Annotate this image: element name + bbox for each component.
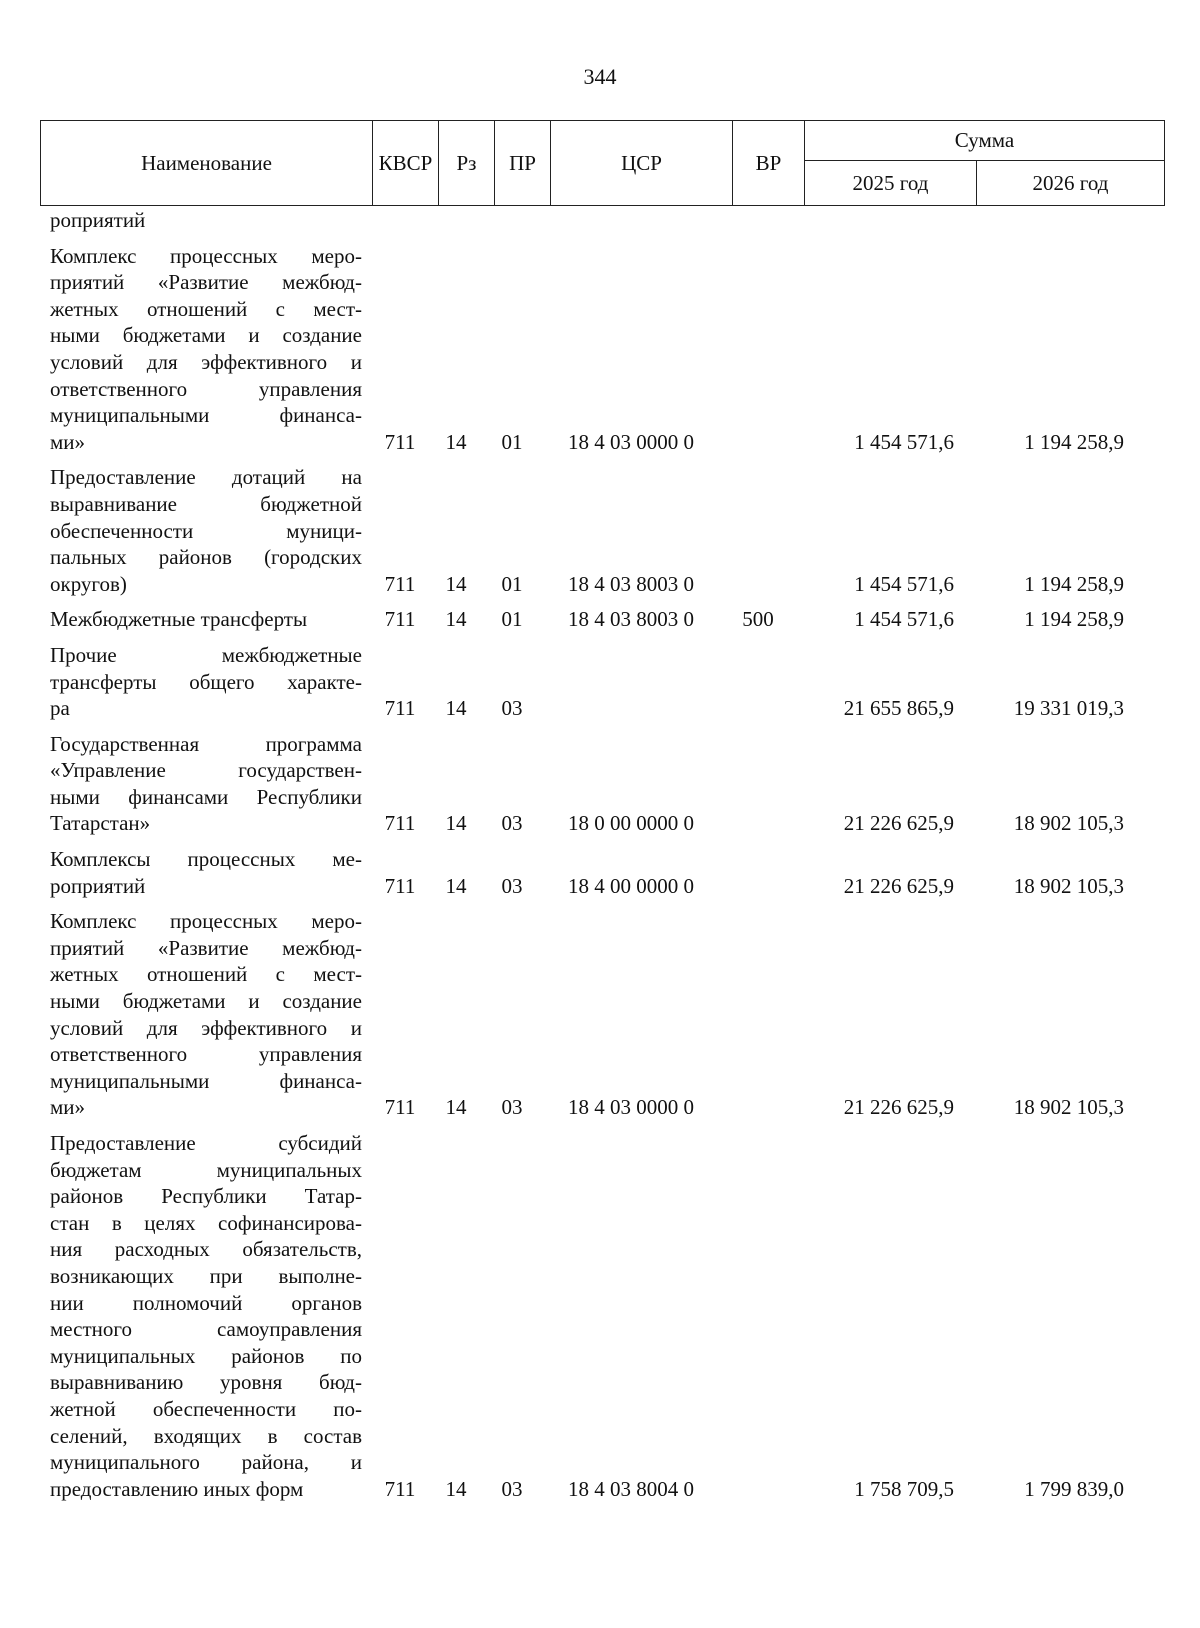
row-kvsr: 711 (384, 607, 416, 632)
row-sum-2026: 18 902 105,3 (1013, 1095, 1124, 1120)
row-sum-2025: 21 655 865,9 (843, 696, 954, 721)
row-csr: 18 0 00 0000 0 (568, 811, 694, 836)
row-name (40, 243, 362, 456)
header-year-2025: 2025 год (805, 161, 977, 206)
row-sum-2025: 21 226 625,9 (843, 1095, 954, 1120)
row-kvsr: 711 (384, 811, 416, 836)
row-name-line: жетных отношений с мест- (50, 296, 362, 321)
row-sum-2026: 18 902 105,3 (1013, 873, 1124, 898)
row-name-line: ответственного управления (50, 376, 362, 401)
row-kvsr: 711 (384, 429, 416, 454)
row-name-line: ра (50, 696, 70, 721)
row-csr: 18 4 03 8003 0 (568, 571, 694, 596)
row-name-line: пальных районов (городских (50, 545, 362, 570)
row-name-line: выравнивание бюджетной (50, 491, 362, 516)
row-csr: 18 4 00 0000 0 (568, 873, 694, 898)
table-header (40, 120, 1165, 206)
row-name (40, 207, 362, 234)
row-sum-2025: 1 454 571,6 (854, 607, 954, 632)
row-name-line: Предоставление дотаций на (50, 465, 362, 490)
row-name-line: предоставлению иных форм (50, 1476, 304, 1501)
row-rz: 14 (445, 1476, 467, 1501)
row-pr: 03 (501, 873, 523, 898)
table-row (40, 908, 1164, 1121)
row-rz: 14 (445, 571, 467, 596)
row-name-line: нии полномочий органов (50, 1290, 362, 1315)
row-name-line: местного самоуправления (50, 1317, 362, 1342)
header-name: Наименование (41, 121, 373, 206)
row-rz: 14 (445, 811, 467, 836)
row-pr: 01 (501, 571, 523, 596)
row-name-line: муниципальных районов по (50, 1343, 362, 1368)
row-name (40, 908, 362, 1121)
row-name (40, 606, 362, 633)
row-name-line: возникающих при выполне- (50, 1263, 362, 1288)
table-row (40, 731, 1164, 837)
row-name-line: районов Республики Татар- (50, 1184, 362, 1209)
row-name-line: трансферты общего характе- (50, 669, 362, 694)
row-rz: 14 (445, 873, 467, 898)
row-name (40, 731, 362, 837)
row-sum-2025: 1 454 571,6 (854, 429, 954, 454)
row-sum-2026: 1 799 839,0 (1024, 1476, 1124, 1501)
row-name-line: ными финансами Республики (50, 784, 362, 809)
header-pr: ПР (495, 121, 551, 206)
row-name-line: «Управление государствен- (50, 758, 362, 783)
row-name-line: жетных отношений с мест- (50, 962, 362, 987)
row-name-line: бюджетам муниципальных (50, 1157, 362, 1182)
row-name-line: муниципальными финанса- (50, 1068, 362, 1093)
row-sum-2025: 21 226 625,9 (843, 811, 954, 836)
row-sum-2025: 21 226 625,9 (843, 873, 954, 898)
row-name-line: Комплекс процессных меро- (50, 909, 362, 934)
row-name-line: приятий «Развитие межбюд- (50, 270, 362, 295)
row-kvsr: 711 (384, 873, 416, 898)
row-sum-2025: 1 454 571,6 (854, 571, 954, 596)
row-name-line: условий для эффективного и (50, 1015, 362, 1040)
row-name-line: муниципального района, и (50, 1450, 362, 1475)
row-sum-2026: 1 194 258,9 (1024, 429, 1124, 454)
row-name (40, 1130, 362, 1502)
row-name-line: ными бюджетами и создание (50, 989, 362, 1014)
row-name-line: обеспеченности муници- (50, 518, 362, 543)
row-name-line: Предоставление субсидий (50, 1131, 362, 1155)
row-name-line: жетной обеспеченности по- (50, 1396, 362, 1421)
header-vr: ВР (733, 121, 805, 206)
table-row (40, 464, 1164, 597)
table-row (40, 243, 1164, 456)
row-name (40, 642, 362, 722)
row-name-line: Комплексы процессных ме- (50, 847, 362, 872)
header-rz: Рз (439, 121, 495, 206)
row-csr: 18 4 03 0000 0 (568, 1095, 694, 1120)
row-name-line: ответственного управления (50, 1042, 362, 1067)
row-name-line: ми» (50, 1095, 86, 1120)
page-number: 344 (583, 64, 617, 89)
row-name-line: роприятий (50, 208, 146, 232)
row-pr: 03 (501, 811, 523, 836)
row-name (40, 464, 362, 597)
row-name-line: роприятий (50, 873, 146, 898)
row-name-line: Прочие межбюджетные (50, 642, 362, 667)
table-row (40, 207, 1164, 234)
table-row (40, 642, 1164, 722)
row-vr: 500 (742, 607, 774, 632)
row-rz: 14 (445, 696, 467, 721)
header-sum: Сумма (805, 121, 1165, 161)
row-kvsr: 711 (384, 571, 416, 596)
row-sum-2026: 18 902 105,3 (1013, 811, 1124, 836)
row-kvsr: 711 (384, 1476, 416, 1501)
row-name-line: Межбюджетные трансферты (50, 607, 308, 632)
row-name-line: Татарстан» (50, 811, 151, 836)
row-kvsr: 711 (384, 1095, 416, 1120)
row-pr: 03 (501, 696, 523, 721)
row-pr: 01 (501, 607, 523, 632)
row-sum-2026: 19 331 019,3 (1013, 696, 1124, 721)
row-sum-2026: 1 194 258,9 (1024, 571, 1124, 596)
row-name-line: стан в целях софинансирова- (50, 1210, 362, 1235)
row-sum-2026: 1 194 258,9 (1024, 607, 1124, 632)
table-row (40, 846, 1164, 899)
row-name-line: выравниванию уровня бюд- (50, 1370, 362, 1395)
row-name-line: Государственная программа (50, 731, 362, 756)
header-kvsr: КВСР (373, 121, 439, 206)
header-year-2026: 2026 год (977, 161, 1165, 206)
row-name-line: ными бюджетами и создание (50, 323, 362, 348)
row-name-line: приятий «Развитие межбюд- (50, 935, 362, 960)
row-sum-2025: 1 758 709,5 (854, 1476, 954, 1501)
row-rz: 14 (445, 1095, 467, 1120)
row-rz: 14 (445, 607, 467, 632)
row-name (40, 846, 362, 899)
row-name-line: ния расходных обязательств, (50, 1237, 362, 1262)
row-csr: 18 4 03 8003 0 (568, 607, 694, 632)
header-csr: ЦСР (551, 121, 733, 206)
table-body (40, 207, 1164, 1511)
table-row (40, 606, 1164, 633)
row-csr: 18 4 03 0000 0 (568, 429, 694, 454)
row-name-line: ми» (50, 429, 86, 454)
row-pr: 03 (501, 1476, 523, 1501)
row-name-line: округов) (50, 571, 127, 596)
row-name-line: селений, входящих в состав (50, 1423, 362, 1448)
row-kvsr: 711 (384, 696, 416, 721)
table-row (40, 1130, 1164, 1502)
row-rz: 14 (445, 429, 467, 454)
row-pr: 01 (501, 429, 523, 454)
row-pr: 03 (501, 1095, 523, 1120)
row-name-line: условий для эффективного и (50, 349, 362, 374)
row-name-line: Комплекс процессных меро- (50, 243, 362, 268)
row-name-line: муниципальными финанса- (50, 403, 362, 428)
row-csr: 18 4 03 8004 0 (568, 1476, 694, 1501)
